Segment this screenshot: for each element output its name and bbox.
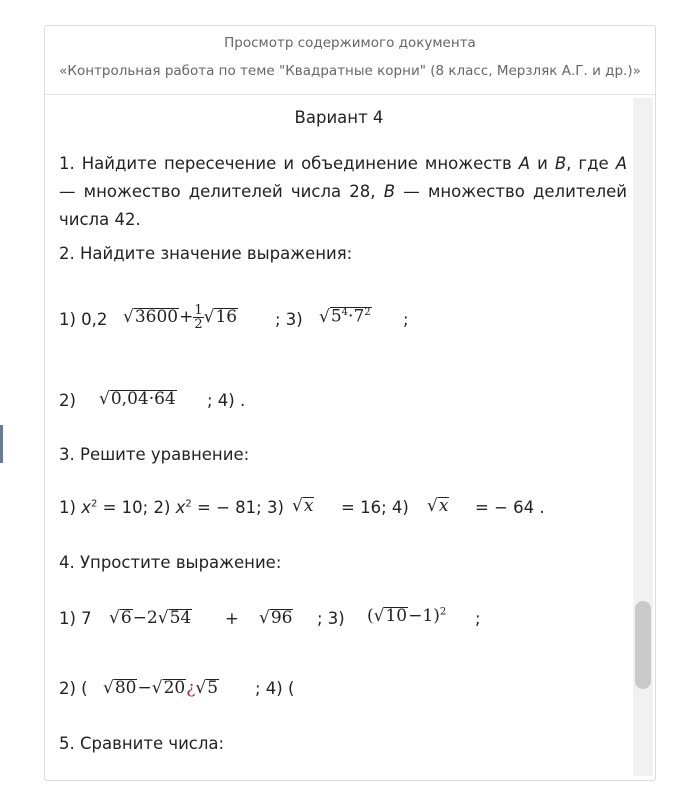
sqrt-sign: √	[259, 608, 270, 628]
sqrt-sign: √	[123, 307, 134, 327]
task-3-eq-text: = 16; 4)	[341, 498, 409, 517]
task-4-plus: +	[225, 609, 239, 628]
task-3-title: 3. Решите уравнение:	[59, 445, 250, 464]
task-4-expr-2	[103, 678, 219, 698]
sqrt-sign: √	[292, 496, 303, 516]
sqrt-sign: √	[99, 389, 110, 409]
radicand: 54	[169, 608, 192, 628]
task-1-where: , где	[566, 154, 616, 173]
task-2-item-1-label: 1) 0,2	[59, 310, 108, 329]
sqrt-sign: √	[157, 608, 169, 628]
sqrt-sign: √	[373, 606, 385, 626]
eq-text: = 10; 2)	[97, 498, 176, 517]
radicand: 16	[215, 307, 238, 327]
task-2-expr-1	[123, 304, 238, 331]
numerator: 1	[194, 303, 203, 318]
document-name: «Контрольная работа по теме "Квадратные корни" (8 класс, Мерзляк А.Г. и др.)»	[59, 63, 641, 79]
radicand: 10	[385, 606, 408, 626]
denominator: 2	[194, 317, 203, 332]
base: 5	[330, 307, 342, 327]
exponent: 4	[341, 307, 349, 319]
task-4-title: 4. Упростите выражение:	[59, 553, 282, 572]
task-4-item-1-label: 1) 7	[59, 609, 92, 628]
radicand	[303, 497, 315, 515]
radicand: 6	[120, 608, 132, 628]
task-4-expr-3	[367, 606, 446, 626]
var-x: x	[175, 498, 186, 517]
task-2-title: 2. Найдите значение выражения:	[59, 244, 353, 263]
task-4-expr-1b	[259, 608, 293, 628]
exponent: 2	[185, 498, 192, 510]
set-a: A	[518, 154, 531, 173]
fraction	[193, 304, 203, 331]
exponent: 2	[439, 606, 447, 618]
sqrt-sign: √	[103, 678, 114, 698]
task-2-item-4-label: ; 4) .	[207, 391, 246, 410]
broken-glyph: ¿	[186, 678, 196, 698]
task-1-def-b: — множество делителей числа 42.	[59, 182, 627, 229]
task-2-expr-2	[99, 389, 177, 409]
task-1-text: 1. Найдите пересечение и объединение множеств	[59, 154, 519, 173]
minus-term: −1	[408, 606, 434, 626]
task-2-expr-3	[319, 307, 372, 327]
task-3-eq-end: = − 64 .	[475, 498, 545, 517]
radicand: 80	[114, 678, 137, 698]
variant-heading: Вариант 4	[294, 108, 384, 127]
eq-text: = − 81; 3)	[191, 498, 284, 517]
viewer-title: Просмотр содержимого документа	[224, 35, 476, 51]
radicand: 96	[270, 608, 293, 628]
radicand: 20	[163, 678, 186, 698]
left-edge-indicator	[0, 425, 3, 463]
set-b-2: B	[383, 182, 396, 201]
var-x: x	[303, 496, 314, 516]
radicand: 5	[207, 678, 219, 698]
eq-label: 1)	[59, 498, 82, 517]
task-1	[59, 150, 627, 234]
task-2-item-2-label: 2)	[59, 391, 76, 410]
scrollbar-thumb[interactable]	[635, 601, 651, 689]
document-viewer	[44, 25, 656, 781]
minus-term: −2	[132, 608, 158, 628]
task-1-def-a: — множество делителей числа 28,	[59, 182, 384, 201]
sqrt-sign: √	[427, 496, 438, 516]
task-3-sqrt-x-1	[292, 496, 314, 516]
sqrt-sign: √	[151, 678, 163, 698]
plus-sign: +	[179, 307, 194, 327]
paren: )	[433, 606, 440, 626]
exponent: 2	[90, 498, 98, 510]
var-x: x	[81, 498, 91, 517]
viewer-header	[45, 26, 655, 95]
set-b: B	[554, 154, 567, 173]
task-2-semicolon: ;	[403, 310, 409, 329]
exponent: 2	[364, 307, 371, 319]
task-5-title: 5. Сравните числа:	[59, 734, 225, 753]
radicand	[438, 497, 450, 515]
sqrt-sign: √	[109, 608, 120, 628]
task-3-equations	[59, 498, 284, 517]
minus-sign: −	[137, 678, 152, 698]
set-a-2: A	[615, 154, 627, 173]
document-content	[45, 95, 633, 780]
task-3-sqrt-x-2	[427, 496, 449, 516]
radicand: 3600	[134, 307, 179, 327]
task-4-expr-1	[109, 608, 192, 628]
sqrt-sign: √	[195, 678, 207, 698]
sqrt-sign: √	[319, 307, 330, 327]
factor: ·7	[348, 307, 365, 327]
radicand: 0,04·64	[110, 389, 176, 409]
task-4-semicolon: ;	[475, 609, 481, 628]
task-4-item-2-label: 2) (	[59, 679, 88, 698]
task-4-item-4-label: ; 4) (	[255, 679, 295, 698]
task-1-and: и	[530, 154, 555, 173]
radicand	[330, 307, 372, 326]
paren: (	[367, 606, 374, 626]
var-x: x	[438, 496, 449, 516]
task-4-item-3-label: ; 3)	[317, 609, 345, 628]
sqrt-sign: √	[203, 307, 215, 327]
task-2-item-3-label: ; 3)	[275, 310, 303, 329]
